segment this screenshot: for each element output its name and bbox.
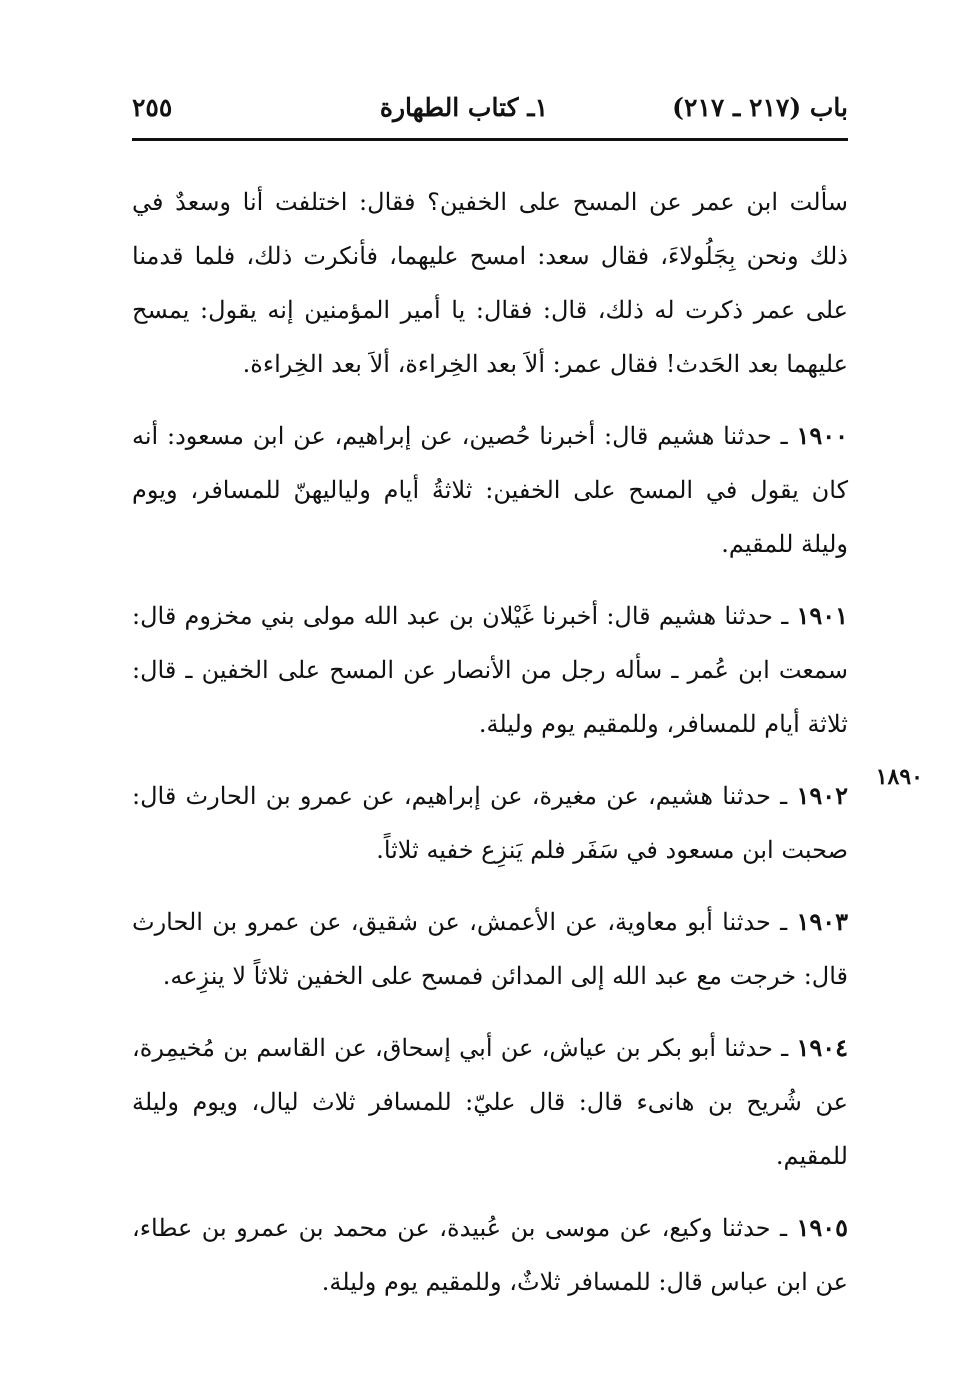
hadith-number: ١٩٠٣ [796, 907, 848, 936]
hadith-number: ١٩٠٥ [796, 1213, 849, 1242]
hadith-text: ـ حدثنا هشيم قال: أخبرنا غَيْلان بن عبد الله مولى بني مخزوم قال: سمعت ابن عُمر ـ سأله رجل من الأنصار عن المسح على الخفين ـ قال: ثلاثة أيام للمسافر، وللمقيم يوم وليلة. [132, 602, 848, 738]
chapter-heading: باب (٢١٧ ـ ٢١٧) [672, 93, 848, 122]
paragraph-1901 [132, 589, 848, 751]
hadith-text: ـ حدثنا أبو معاوية، عن الأعمش، عن شقيق، عن عمرو بن الحارث قال: خرجت مع عبد الله إلى المدائن فمسح على الخفين ثلاثاً لا ينزِعه. [132, 908, 848, 990]
hadith-number: ١٩٠٤ [796, 1033, 848, 1062]
hadith-text: ـ حدثنا وكيع، عن موسى بن عُبيدة، عن محمد بن عمرو بن عطاء، عن ابن عباس قال: للمسافر ثلاثٌ، وللمقيم يوم وليلة. [132, 1214, 848, 1296]
paragraph-continued [132, 175, 848, 391]
hadith-text: سألت ابن عمر عن المسح على الخفين؟ فقال: اختلفت أنا وسعدٌ في ذلك ونحن بِجَلُولاءَ، فقال سعد: امسح عليهما، فأنكرت ذلك، فلما قدمنا على عمر ذكرت له ذلك، قال: فقال: يا أمير المؤمنين إنه يقول: يمسح عليهما بعد الحَدث! فقال عمر: ألاَ بعد الخِراءة، ألاَ بعد الخِراءة. [132, 188, 848, 378]
book-title: ١ـ كتاب الطهارة [379, 93, 548, 122]
hadith-number: ١٩٠١ [796, 601, 848, 630]
hadith-text: ـ حدثنا هشيم، عن مغيرة، عن إبراهيم، عن عمرو بن الحارث قال: صحبت ابن مسعود في سَفَر فلم يَنزِع خفيه ثلاثاً. [132, 782, 848, 864]
paragraph-1902 [132, 769, 848, 877]
paragraph-1904 [132, 1021, 848, 1183]
header-rule [132, 138, 848, 141]
page-number: ٢٥٥ [132, 93, 173, 122]
paragraph-1903 [132, 895, 848, 1003]
hadith-number: ١٩٠٢ [796, 781, 848, 810]
hadith-number: ١٩٠٠ [796, 421, 848, 450]
paragraph-1900 [132, 409, 848, 571]
hadith-text: ـ حدثنا هشيم قال: أخبرنا حُصين، عن إبراهيم، عن ابن مسعود: أنه كان يقول في المسح على الخفين: ثلاثةُ أيام ولياليهنّ للمسافر، ويوم وليلة للمقيم. [132, 422, 848, 558]
main-text [132, 175, 848, 1327]
marginal-number: ١٨٩٠ [875, 764, 923, 790]
paragraph-1905 [132, 1201, 848, 1309]
hadith-text: ـ حدثنا أبو بكر بن عياش، عن أبي إسحاق، عن القاسم بن مُخيمِرة، عن شُريح بن هانىء قال: قال عليّ: للمسافر ثلاث ليال، ويوم وليلة للمقيم. [132, 1034, 848, 1170]
page-header [132, 88, 848, 128]
